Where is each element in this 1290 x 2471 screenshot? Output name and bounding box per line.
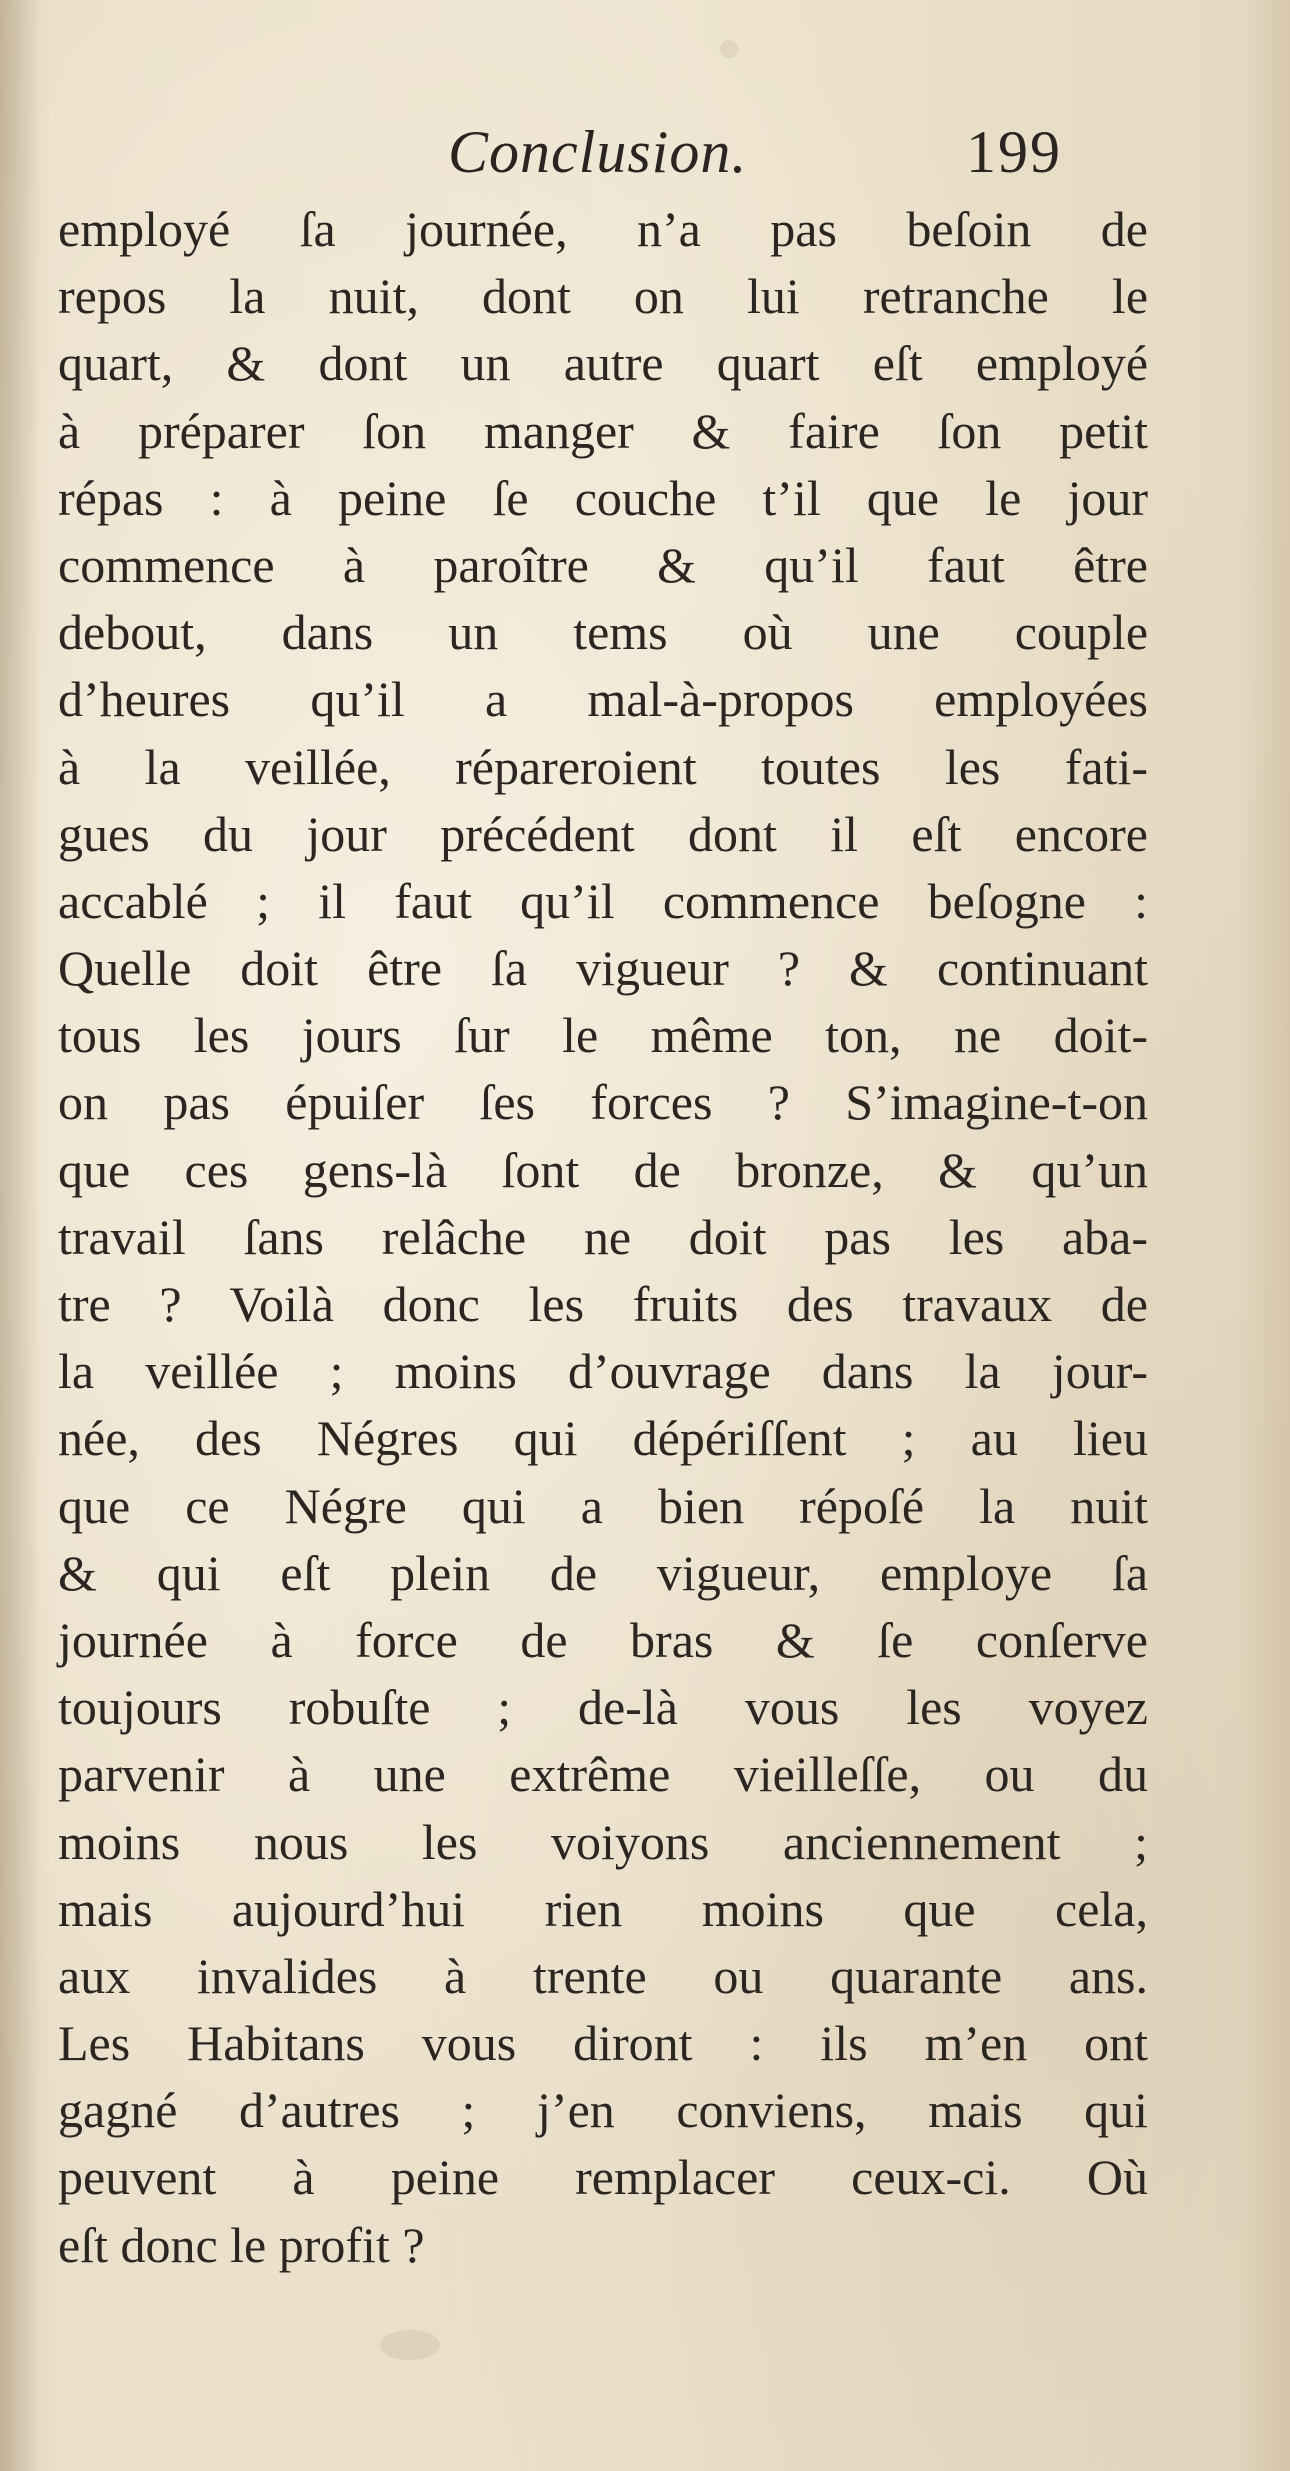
page-number: 199 xyxy=(966,119,1062,185)
text-line: à préparer ſon manger & faire ſon petit xyxy=(58,402,1149,459)
running-head-title: Conclusion. xyxy=(448,119,748,185)
text-line: que ces gens-là ſont de bronze, & qu’un xyxy=(58,1141,1148,1198)
body-text xyxy=(58,196,1148,2279)
text-line: née, des Négres qui dépériſſent ; au lieu xyxy=(58,1410,1149,1467)
text-line: d’heures qu’il a mal-à-propos employées xyxy=(58,671,1149,728)
running-head xyxy=(0,112,1290,192)
text-line: aux invalides à trente ou quarante ans. xyxy=(58,1947,1149,2004)
text-line: gagné d’autres ; j’en conviens, mais qui xyxy=(58,2082,1149,2139)
text-line: debout, dans un tems où une couple xyxy=(58,604,1149,661)
text-line: employé ſa journée, n’a pas beſoin de xyxy=(58,201,1148,257)
text-line: Quelle doit être ſa vigueur ? & continuant xyxy=(58,940,1149,997)
text-line: toujours robuſte ; de-là vous les voyez xyxy=(58,1679,1149,1736)
text-line: quart, & dont un autre quart eſt employé xyxy=(58,335,1149,392)
text-line: moins nous les voiyons anciennement ; xyxy=(58,1813,1149,1870)
text-line: repos la nuit, dont on lui retranche le xyxy=(58,268,1149,325)
text-line: gues du jour précédent dont il eſt encore xyxy=(58,805,1148,862)
text-line: & qui eſt plein de vigueur, employe ſa xyxy=(58,1544,1149,1601)
text-line: accablé ; il faut qu’il commence beſogne : xyxy=(58,872,1149,929)
text-line: tous les jours ſur le même ton, ne doit- xyxy=(58,1007,1148,1064)
paper-stain xyxy=(380,2330,440,2360)
text-line: que ce Négre qui a bien répoſé la nuit xyxy=(58,1477,1149,1534)
text-line: répas : à peine ſe couche t’il que le jour xyxy=(58,469,1149,526)
text-line: à la veillée, répareroient toutes les fati- xyxy=(58,738,1149,795)
text-line: la veillée ; moins d’ouvrage dans la jour- xyxy=(58,1343,1148,1400)
text-line: on pas épuiſer ſes forces ? S’imagine-t-on xyxy=(58,1074,1148,1131)
text-line: Les Habitans vous diront : ils m’en ont xyxy=(58,2015,1149,2072)
text-line: tre ? Voilà donc les fruits des travaux de xyxy=(58,1276,1148,1332)
text-line: peuvent à peine remplacer ceux-ci. Où xyxy=(58,2149,1148,2206)
text-line: journée à force de bras & ſe conſerve xyxy=(58,1611,1148,1668)
text-line: parvenir à une extrême vieilleſſe, ou du xyxy=(58,1746,1148,1803)
text-line: commence à paroître & qu’il faut être xyxy=(58,536,1149,593)
page-gutter-shadow xyxy=(0,0,40,2471)
text-line-last: eſt donc le profit ? xyxy=(58,2216,425,2273)
text-line: travail ſans relâche ne doit pas les aba- xyxy=(58,1208,1149,1265)
paper-stain xyxy=(720,40,738,58)
text-line: mais aujourd’hui rien moins que cela, xyxy=(58,1880,1148,1937)
